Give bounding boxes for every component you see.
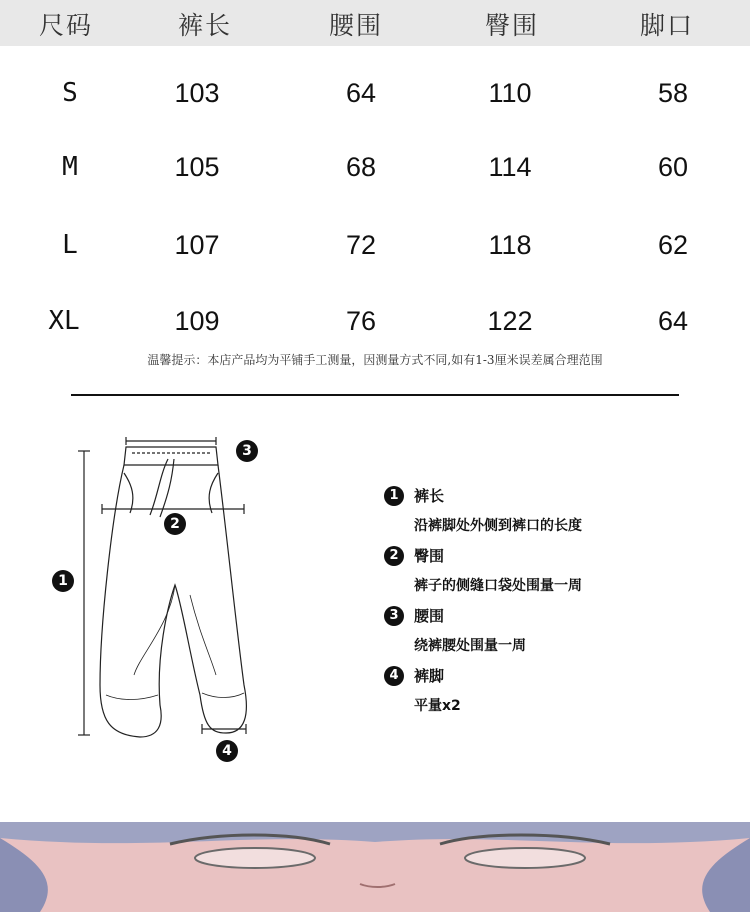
table-row [0, 78, 750, 128]
marker-hip: 2 [164, 513, 186, 535]
header-waist: 腰围 [328, 11, 384, 40]
legend-description: 平量x2 [414, 698, 461, 714]
pants-illustration [40, 425, 320, 775]
cell-size: S [62, 78, 78, 108]
legend-number: 3 [384, 606, 404, 626]
cell-waist: 72 [345, 230, 377, 260]
waistband [124, 447, 218, 465]
left-pocket [124, 473, 133, 513]
cell-pants-length: 105 [174, 152, 220, 182]
header-hip: 臀围 [484, 11, 540, 40]
legend-item-hip [384, 544, 714, 604]
legend-description: 裤子的侧缝口袋处围量一周 [414, 578, 582, 594]
drawstring-left [150, 459, 168, 515]
size-table-header [0, 0, 750, 46]
legend-title: 腰围 [414, 607, 445, 625]
cartoon-face-illustration [0, 822, 750, 912]
cell-size: L [62, 230, 78, 260]
cell-leg-opening: 60 [657, 152, 689, 182]
table-row [0, 152, 750, 202]
cell-waist: 64 [345, 78, 377, 108]
marker-length: 1 [52, 570, 74, 592]
cell-hip: 110 [488, 78, 532, 108]
pants-outline [100, 465, 246, 737]
table-row [0, 306, 750, 356]
right-pocket [209, 473, 218, 513]
cell-hip: 122 [487, 306, 533, 336]
legend-item-length [384, 484, 714, 544]
drawstring-right [160, 459, 174, 517]
legend-title: 臀围 [414, 547, 445, 565]
header-leg-opening: 脚口 [639, 11, 695, 40]
legend-title: 裤脚 [414, 667, 445, 685]
cell-pants-length: 107 [174, 230, 220, 260]
cell-leg-opening: 62 [657, 230, 689, 260]
marker-leg-opening: 4 [216, 740, 238, 762]
legend-number: 2 [384, 546, 404, 566]
legend-title: 裤长 [414, 487, 445, 505]
legend-number: 4 [384, 666, 404, 686]
legend-item-leg-opening [384, 664, 714, 724]
measurement-note: 温馨提示：本店产品均为平铺手工测量，因测量方式不同,如有1-3厘米误差属合理范围 [147, 353, 603, 367]
marker-waist: 3 [236, 440, 258, 462]
cell-size: XL [48, 306, 80, 336]
header-size: 尺码 [38, 11, 94, 40]
legend-item-waist [384, 604, 714, 664]
cell-leg-opening: 64 [657, 306, 689, 336]
cartoon-face-banner [0, 822, 750, 912]
legend-description: 绕裤腰处围量一周 [414, 638, 526, 654]
cell-leg-opening: 58 [657, 78, 689, 108]
cell-size: M [62, 152, 78, 182]
legend-description: 沿裤脚处外侧到裤口的长度 [414, 518, 582, 534]
cell-pants-length: 103 [174, 78, 220, 108]
table-row [0, 230, 750, 280]
legend-number: 1 [384, 486, 404, 506]
pants-measurement-diagram [40, 425, 320, 775]
cell-waist: 76 [345, 306, 377, 336]
header-pants-length: 裤长 [177, 11, 233, 40]
cell-hip: 118 [488, 230, 532, 260]
measurement-legend [384, 484, 714, 724]
cell-waist: 68 [345, 152, 377, 182]
cell-pants-length: 109 [174, 306, 220, 336]
section-divider [71, 394, 679, 396]
cell-hip: 114 [488, 152, 532, 182]
